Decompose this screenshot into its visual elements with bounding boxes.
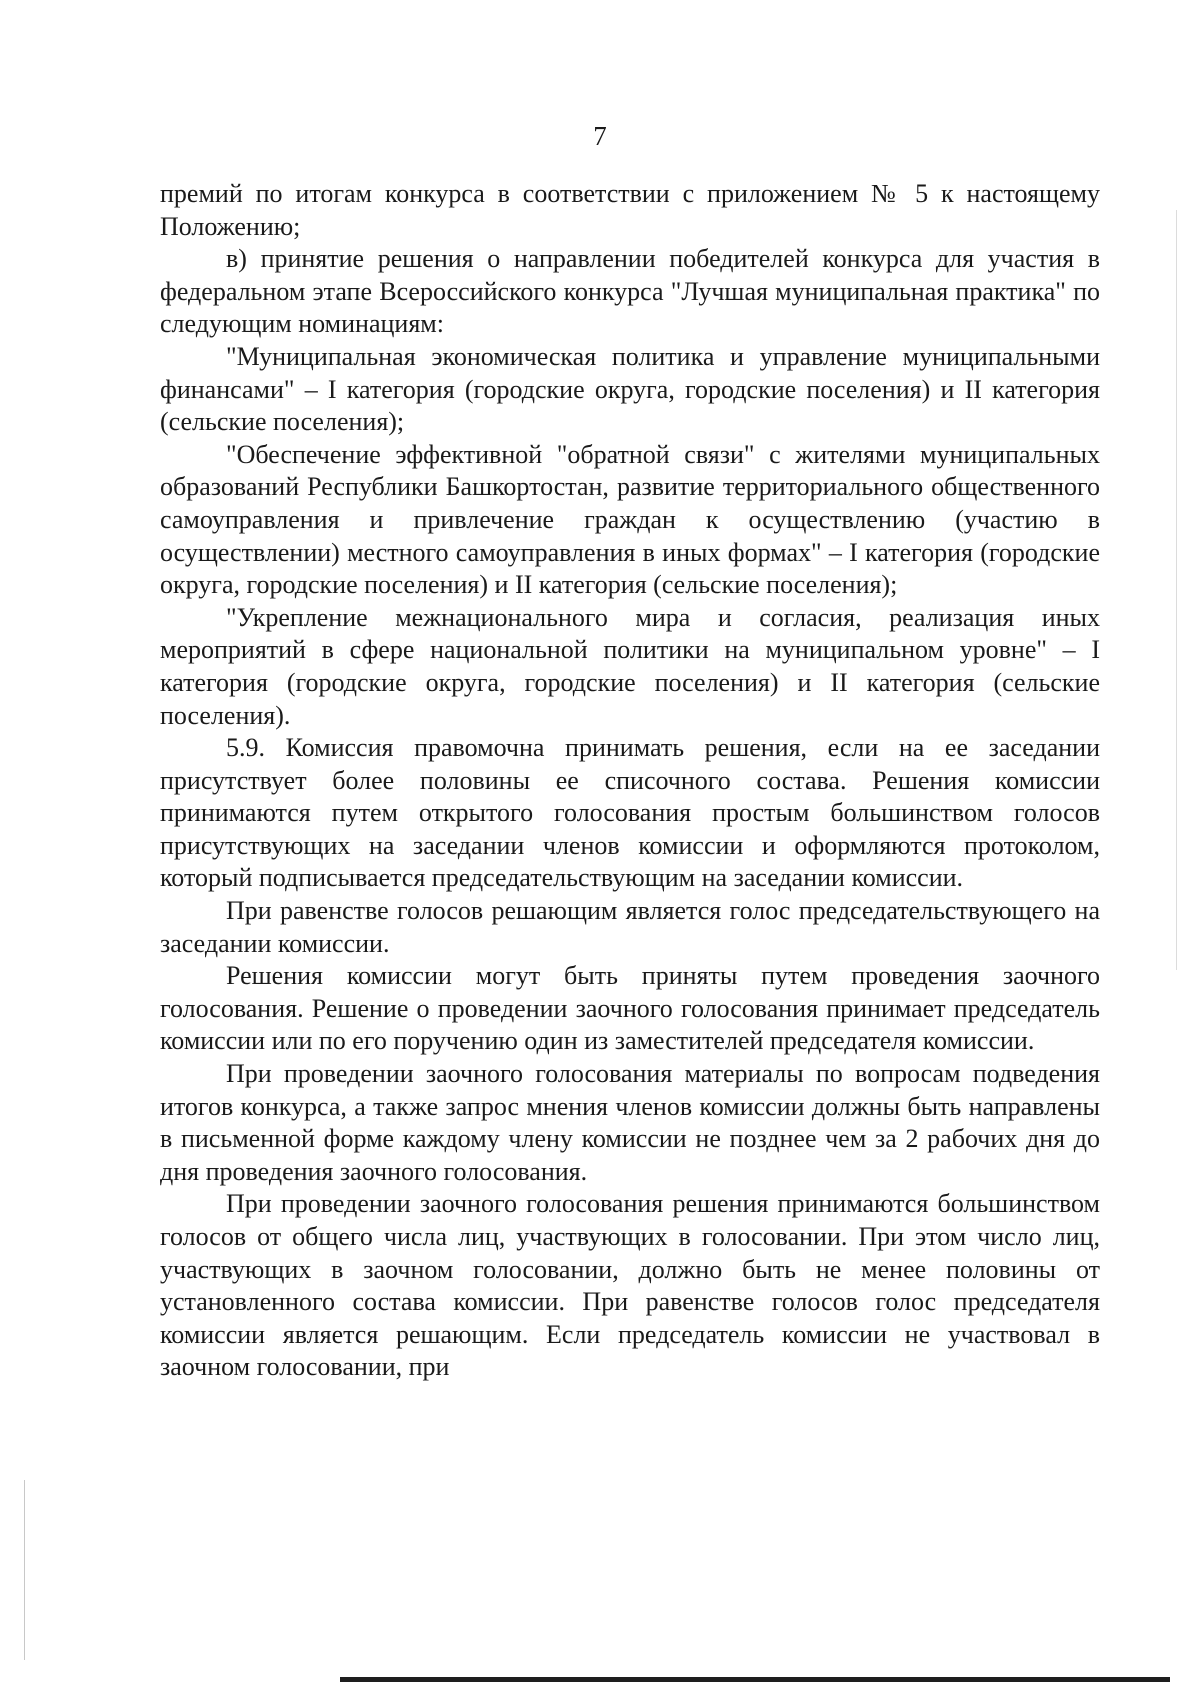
paragraph: При проведении заочного голосования решения принимаются большинством голосов от общего числа лиц, участвующих в голосовании. При этом число лиц, участвующих в заочном голосовании, должно быть не менее половины от установленного состава комиссии. При равенстве голосов голос председателя комиссии является решающим. Если председатель комиссии не участвовал в заочном голосовании, при (160, 1189, 1100, 1382)
paragraph: 5.9. Комиссия правомочна принимать решения, если на ее заседании присутствует более половины ее списочного состава. Решения комиссии принимаются путем открытого голосования простым большинством голосов присутствующих на заседании членов комиссии и оформляются протоколом, который подписывается председательствующим на заседании комиссии. (160, 733, 1100, 893)
paragraph: При проведении заочного голосования материалы по вопросам подведения итогов конкурса, а также запрос мнения членов комиссии должны быть направлены в письменной форме каждому члену комиссии не позднее чем за 2 рабочих дня до дня проведения заочного голосования. (160, 1059, 1100, 1186)
paragraph: "Обеспечение эффективной "обратной связи" с жителями муниципальных образований Республики Башкортостан, развитие территориального общественного самоуправления и привлечение граждан к осуществлению (участию в осуществлении) местного самоуправления в иных формах" – I категория (городские округа, городские поселения) и II категория (сельские поселения); (160, 439, 1100, 600)
paragraph: "Муниципальная экономическая политика и управление муниципальными финансами" – I категория (городские округа, городские поселения) и II категория (сельские поселения); (160, 341, 1100, 437)
bottom-rule (340, 1677, 1170, 1682)
paragraph: Решения комиссии могут быть приняты путем проведения заочного голосования. Решение о проведении заочного голосования принимает председатель комиссии или по его поручению один из заместителей председателя комиссии. (160, 961, 1100, 1056)
paragraph: в) принятие решения о направлении победителей конкурса для участия в федеральном этапе Всероссийского конкурса "Лучшая муниципальная практика" по следующим номинациям: (160, 244, 1100, 339)
paragraph: "Укрепление межнационального мира и согласия, реализация иных мероприятий в сфере национальной политики на муниципальном уровне" – I категория (городские округа, городские поселения) и II категория (сельские поселения). (160, 602, 1100, 730)
page-number: 7 (593, 121, 607, 151)
scan-artifact-line (1176, 210, 1177, 970)
scan-artifact-line (24, 1480, 25, 1660)
paragraph: премий по итогам конкурса в соответствии с приложением № 5 к настоящему Положению; (160, 179, 1100, 241)
document-body (160, 178, 1100, 1384)
paragraph: При равенстве голосов решающим является голос председательствующего на заседании комиссии. (160, 896, 1100, 958)
